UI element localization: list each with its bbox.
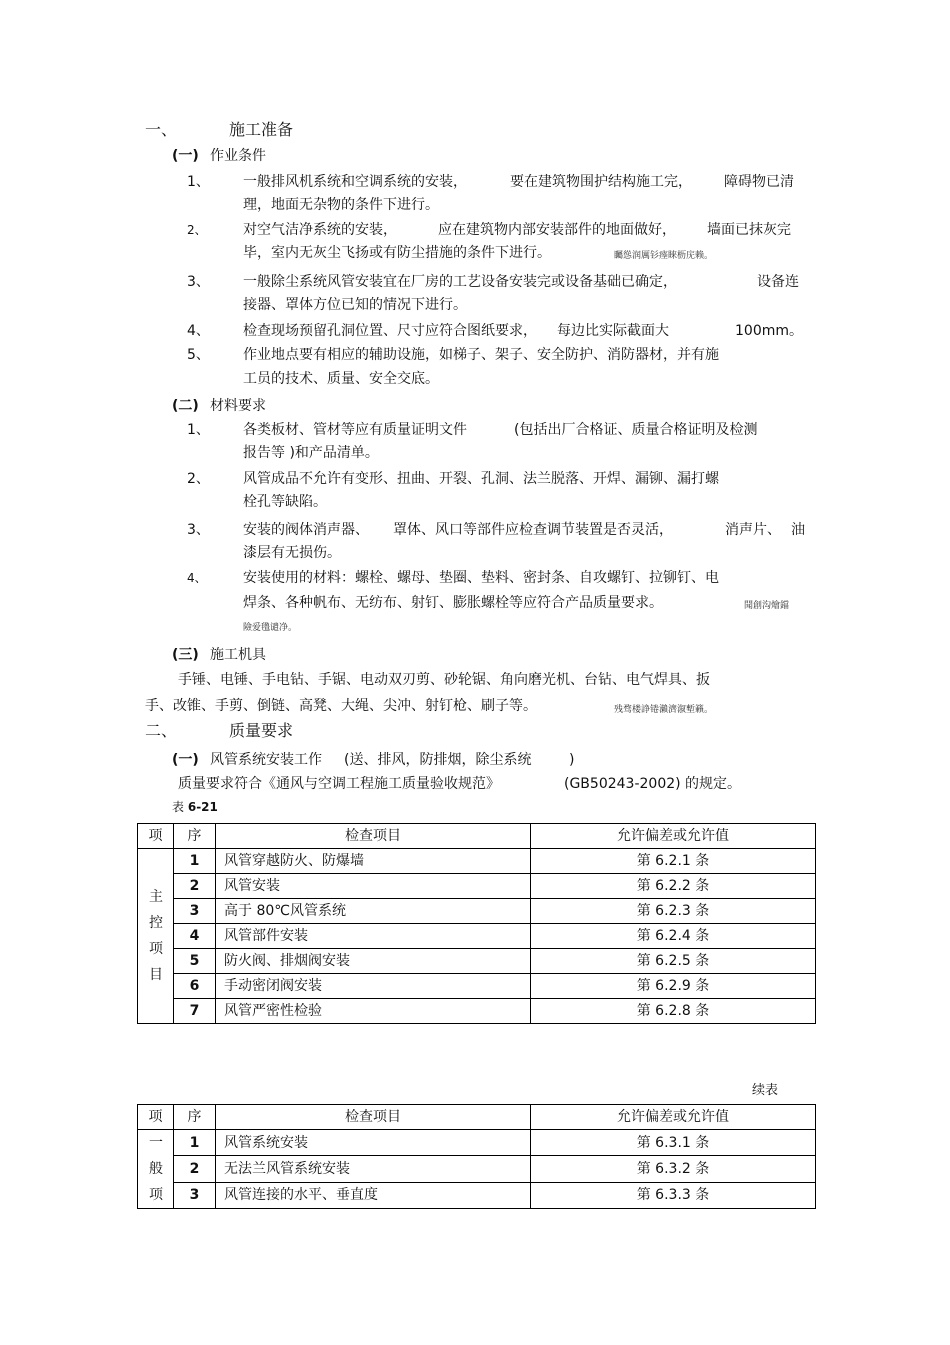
table-row <box>138 974 816 999</box>
table-row <box>138 949 816 974</box>
row-value: 第 6.2.4 条 <box>531 924 816 949</box>
table-row <box>138 899 816 924</box>
row-no: 3 <box>174 899 216 924</box>
header-category: 项 <box>138 824 174 849</box>
quality-sub1-title: 风管系统安装工作 <box>210 752 322 768</box>
row-no: 4 <box>174 924 216 949</box>
row-item: 防火阀、排烟阀安装 <box>216 949 531 974</box>
mat2-line2: 栓孔等缺陷。 <box>243 494 327 510</box>
row-no: 1 <box>174 1130 216 1156</box>
cond1-text-b: 要在建筑物围护结构施工完， <box>510 174 692 190</box>
mat4-line2: 焊条、各种帆布、无纺布、射钉、膨胀螺栓等应符合产品质量要求。 <box>243 595 663 611</box>
sub1-label: (一) <box>172 148 199 164</box>
row-item: 风管穿越防火、防爆墙 <box>216 849 531 874</box>
cond4-number: 4、 <box>187 323 210 339</box>
row-no: 7 <box>174 999 216 1024</box>
cond2-line2: 毕，室内无灰尘飞扬或有防尘措施的条件下进行。 <box>243 245 551 261</box>
cond2-text-a: 对空气洁净系统的安装， <box>243 222 397 238</box>
cond3-text-a: 一般除尘系统风管安装宜在厂房的工艺设备安装完或设备基础已确定， <box>243 274 677 290</box>
mat2-text-a: 风管成品不允许有变形、扭曲、开裂、孔洞、法兰脱落、开焊、漏铆、漏打螺 <box>243 471 719 487</box>
row-no: 5 <box>174 949 216 974</box>
row-no: 2 <box>174 874 216 899</box>
row-value: 第 6.3.3 条 <box>531 1182 816 1208</box>
cond1-line2: 理，地面无杂物的条件下进行。 <box>243 197 439 213</box>
row-value: 第 6.2.9 条 <box>531 974 816 999</box>
mat4-line3: 險爱氇谴净。 <box>243 623 298 633</box>
table-caption <box>172 798 218 816</box>
cond3-line2: 接器、罩体方位已知的情况下进行。 <box>243 297 467 313</box>
mat3-text-d: 油 <box>791 522 805 538</box>
row-value: 第 6.2.8 条 <box>531 999 816 1024</box>
cond2-noise-text: 矚慫润厲钐瘗睞枥庑赖。 <box>614 251 714 261</box>
table-row <box>138 1182 816 1208</box>
cond4-text-b: 每边比实际截面大 <box>557 323 669 339</box>
mat1-text-b: (包括出厂合格证、质量合格证明及检测 <box>514 422 758 438</box>
quality-requirement: 质量要求符合《通风与空调工程施工质量验收规范》 <box>178 776 500 792</box>
mat1-line2: 报告等 )和产品清单。 <box>243 445 379 461</box>
row-value: 第 6.3.2 条 <box>531 1156 816 1182</box>
mat4-number: 4、 <box>187 571 207 585</box>
section2-title: 质量要求 <box>229 721 294 740</box>
header-category: 项 <box>138 1105 174 1130</box>
header-seq: 序 <box>174 1105 216 1130</box>
sub2-title: 材料要求 <box>210 398 266 414</box>
header-allowance: 允许偏差或允许值 <box>531 824 816 849</box>
mat3-text-b: 罩体、风口等部件应检查调节装置是否灵活， <box>393 522 673 538</box>
table-caption-label: 表 <box>172 800 185 814</box>
row-item: 风管严密性检验 <box>216 999 531 1024</box>
row-item: 无法兰风管系统安装 <box>216 1156 531 1182</box>
row-item: 高于 80℃风管系统 <box>216 899 531 924</box>
continued-label: 续表 <box>752 1083 779 1098</box>
table-row <box>138 874 816 899</box>
general-items-table <box>137 1104 816 1209</box>
row-item: 风管部件安装 <box>216 924 531 949</box>
cond5-line2: 工员的技术、质量、安全交底。 <box>243 371 439 387</box>
group-main-control: 主控项目 <box>138 849 174 1024</box>
row-value: 第 6.2.1 条 <box>531 849 816 874</box>
cond4-text-c: 100mm。 <box>735 323 803 339</box>
header-check-item: 检查项目 <box>216 1105 531 1130</box>
row-item: 风管系统安装 <box>216 1130 531 1156</box>
sub3-label: (三) <box>172 647 199 663</box>
cond2-text-c: 墙面已抹灰完 <box>707 222 791 238</box>
row-item: 手动密闭阀安装 <box>216 974 531 999</box>
table-row <box>138 924 816 949</box>
sub1-title: 作业条件 <box>210 148 266 164</box>
mat1-text-a: 各类板材、管材等应有质量证明文件 <box>243 422 467 438</box>
tools-noise-text: 残骛楼諍锩瀨濟溆塹籟。 <box>614 705 714 715</box>
quality-sub1-paren: (送、排风，防排烟，除尘系统 <box>344 752 532 768</box>
table-header-row <box>138 1105 816 1130</box>
row-value: 第 6.3.1 条 <box>531 1130 816 1156</box>
mat4-noise-text: 聞創沟燴鐺 <box>744 601 790 611</box>
mat3-line2: 漆层有无损伤。 <box>243 545 341 561</box>
row-item: 风管连接的水平、垂直度 <box>216 1182 531 1208</box>
row-no: 6 <box>174 974 216 999</box>
quality-standard: (GB50243-2002) 的规定。 <box>564 776 742 792</box>
header-seq: 序 <box>174 824 216 849</box>
table-row <box>138 849 816 874</box>
cond4-text-a: 检查现场预留孔洞位置、尺寸应符合图纸要求， <box>243 323 537 339</box>
mat3-text-a: 安装的阀体消声器、 <box>243 522 369 538</box>
cond3-number: 3、 <box>187 274 210 290</box>
mat3-text-c: 消声片、 <box>725 522 781 538</box>
group-general: 一般项 <box>138 1130 174 1209</box>
tools-line1: 手锤、电锤、手电钻、手锯、电动双刃剪、砂轮锯、角向磨光机、台钻、电气焊具、扳 <box>178 672 710 688</box>
sub3-title: 施工机具 <box>210 647 266 663</box>
tools-line2: 手、改锥、手剪、倒链、高凳、大绳、尖冲、射钉枪、刷子等。 <box>145 698 537 714</box>
mat4-text-a: 安装使用的材料：螺栓、螺母、垫圈、垫料、密封条、自攻螺钉、拉铆钉、电 <box>243 570 719 586</box>
table-row <box>138 999 816 1024</box>
table-caption-number: 6-21 <box>187 800 218 814</box>
table-row <box>138 1156 816 1182</box>
row-item: 风管安装 <box>216 874 531 899</box>
cond1-text-a: 一般排风机系统和空调系统的安装， <box>243 174 467 190</box>
row-value: 第 6.2.5 条 <box>531 949 816 974</box>
row-no: 3 <box>174 1182 216 1208</box>
row-no: 1 <box>174 849 216 874</box>
cond3-text-c: 设备连 <box>757 274 799 290</box>
mat3-number: 3、 <box>187 522 210 538</box>
section1-title: 施工准备 <box>229 120 294 139</box>
cond1-number: 1、 <box>187 174 210 190</box>
quality-sub1-label: (一) <box>172 752 199 768</box>
section2-number: 二、 <box>145 721 178 740</box>
cond5-number: 5、 <box>187 347 210 363</box>
row-value: 第 6.2.2 条 <box>531 874 816 899</box>
quality-sub1-close: ) <box>569 752 575 768</box>
sub2-label: (二) <box>172 398 199 414</box>
main-control-table <box>137 823 816 1024</box>
header-allowance: 允许偏差或允许值 <box>531 1105 816 1130</box>
row-value: 第 6.2.3 条 <box>531 899 816 924</box>
cond1-text-c: 障碍物已清 <box>724 174 794 190</box>
header-check-item: 检查项目 <box>216 824 531 849</box>
mat2-number: 2、 <box>187 471 210 487</box>
row-no: 2 <box>174 1156 216 1182</box>
cond5-text-a: 作业地点要有相应的辅助设施，如梯子、架子、安全防护、消防器材，并有施 <box>243 347 719 363</box>
table-row <box>138 1130 816 1156</box>
cond2-number: 2、 <box>187 223 207 237</box>
table-header-row <box>138 824 816 849</box>
cond2-text-b: 应在建筑物内部安装部件的地面做好， <box>438 222 676 238</box>
mat1-number: 1、 <box>187 422 210 438</box>
section1-number: 一、 <box>145 120 178 139</box>
